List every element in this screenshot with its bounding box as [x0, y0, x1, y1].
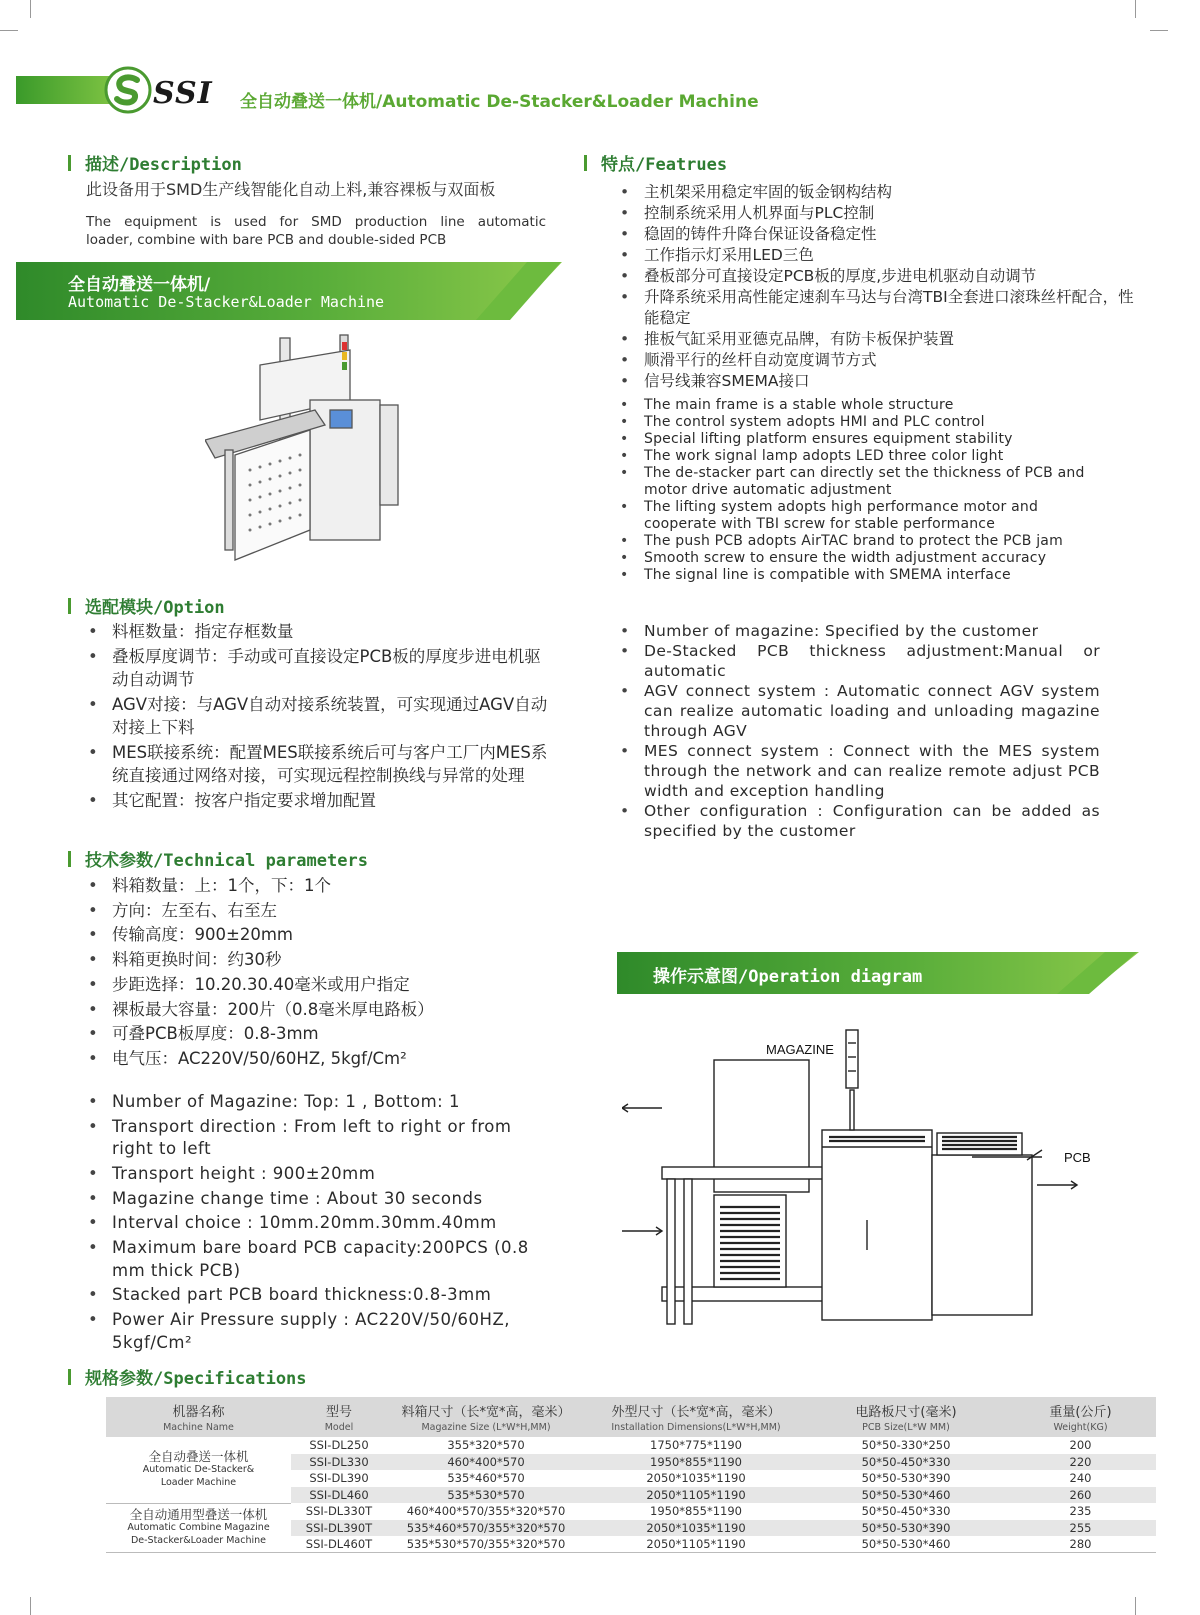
option-item-en: • MES connect system : Connect with the MES system through the network and can realize remote adjust PCB width and exception handling	[618, 741, 1100, 801]
table-row	[106, 1437, 1156, 1454]
cell: 50*50-330*250	[861, 1438, 951, 1453]
tech-item: • 料箱更换时间：约30秒	[86, 948, 556, 973]
feature-item: • 工作指示灯采用LED三色	[618, 245, 1138, 266]
group-name: 全自动叠送一体机 Automatic De-Stacker& Loader Machine	[106, 1437, 291, 1503]
tech-item-en: • Number of Magazine: Top: 1 , Bottom: 1	[86, 1091, 550, 1114]
cell: 220	[1005, 1454, 1156, 1471]
cell: 535*460*570	[447, 1471, 525, 1486]
feature-item: • 控制系统采用人机界面与PLC控制	[618, 203, 1138, 224]
cell: 355*320*570	[447, 1438, 525, 1453]
description-text-cn: 此设备用于SMD生产线智能化自动上料,兼容裸板与双面板	[86, 180, 496, 199]
cell: 50*50-450*330	[807, 1454, 1005, 1471]
cell: 535*530*570/355*320*570	[387, 1536, 585, 1553]
cell: 50*50-530*460	[807, 1536, 1005, 1553]
feature-item-en: • The main frame is a stable whole structure	[618, 397, 1108, 414]
options-list-cn	[86, 620, 556, 814]
cell: 1750*775*1190	[650, 1438, 742, 1453]
tech-item-en: • Transport height : 900±20mm	[86, 1163, 550, 1186]
col-magazine-size: 料箱尺寸（长*宽*高，毫米） Magazine Size (L*W*H,MM)	[387, 1397, 585, 1437]
cell: 2050*1035*1190	[646, 1471, 746, 1486]
cell: SSI-DL250	[309, 1438, 369, 1453]
cell: 280	[1005, 1536, 1156, 1553]
cell: SSI-DL390T	[291, 1520, 387, 1537]
col-weight: 重量(公斤) Weight(KG)	[1005, 1397, 1156, 1437]
features-heading: 特点/Featrues	[584, 150, 727, 175]
option-item: • MES联接系统：配置MES联接系统后可与客户工厂内MES系统直接通过网络对接，可实现远程控制换线与异常的处理	[86, 741, 556, 787]
feature-item: • 信号线兼容SMEMA接口	[618, 371, 1138, 392]
tech-item-en: • Maximum bare board PCB capacity:200PCS (0.8 mm thick PCB)	[86, 1237, 550, 1283]
cell: 2050*1105*1190	[585, 1536, 807, 1553]
options-list-en	[618, 621, 1100, 841]
diagram-label-pcb: PCB	[1064, 1150, 1091, 1165]
crop-mark	[1135, 1597, 1136, 1615]
option-item: • 其它配置：按客户指定要求增加配置	[86, 789, 556, 812]
cell: 50*50-530*390	[861, 1471, 951, 1486]
feature-item: • 叠板部分可直接设定PCB板的厚度,步进电机驱动自动调节	[618, 266, 1138, 287]
features-list-en	[618, 397, 1108, 584]
tech-item: • 传输高度：900±20mm	[86, 923, 556, 948]
description-text-en: The equipment is used for SMD production line automatic	[86, 214, 546, 230]
feature-item-en: • Special lifting platform ensures equipment stability	[618, 431, 1108, 448]
option-item-en: • De-Stacked PCB thickness adjustment:Manual or automatic	[618, 641, 1100, 681]
feature-item-en: • The signal line is compatible with SMEMA interface	[618, 567, 1108, 584]
option-item: • 料框数量：指定存框数量	[86, 620, 556, 643]
diagram-label-magazine: MAGAZINE	[766, 1042, 834, 1057]
col-machine-name: 机器名称 Machine Name	[106, 1397, 291, 1437]
group-name: 全自动通用型叠送一体机 Automatic Combine Magazine De-Stacker&Loader Machine	[106, 1503, 291, 1553]
cell: 50*50-450*330	[861, 1504, 951, 1519]
cell: 460*400*570/355*320*570	[406, 1504, 566, 1519]
cell: SSI-DL460T	[291, 1536, 387, 1553]
ssi-logo-icon	[104, 66, 152, 114]
feature-item-en: • The push PCB adopts AirTAC brand to protect the PCB jam	[618, 533, 1108, 550]
feature-item-en: • The lifting system adopts high performance motor and cooperate with TBI screw for stable performance	[618, 499, 1108, 533]
feature-item: • 顺滑平行的丝杆自动宽度调节方式	[618, 350, 1138, 371]
crop-mark	[1150, 30, 1168, 31]
tech-item-en: • Stacked part PCB board thickness:0.8-3mm	[86, 1284, 550, 1307]
tech-item: • 步距选择：10.20.30.40毫米或用户指定	[86, 973, 556, 998]
specifications-heading: 规格参数/Specifications	[68, 1364, 307, 1389]
col-model: 型号 Model	[291, 1397, 387, 1437]
feature-item: • 稳固的铸件升降台保证设备稳定性	[618, 224, 1138, 245]
cell: 535*530*570	[387, 1487, 585, 1504]
feature-item: • 推板气缸采用亚德克品牌，有防卡板保护装置	[618, 329, 1138, 350]
tech-item: • 可叠PCB板厚度：0.8-3mm	[86, 1022, 556, 1047]
option-heading: 选配模块/Option	[68, 593, 225, 618]
table-header-row	[106, 1397, 1156, 1437]
crop-mark	[0, 30, 18, 31]
cell: 50*50-530*460	[807, 1487, 1005, 1504]
cell: 50*50-530*390	[807, 1520, 1005, 1537]
tech-item: • 方向：左至右、右至左	[86, 899, 556, 924]
tech-item-en: • Power Air Pressure supply : AC220V/50/60HZ, 5kgf/Cm²	[86, 1309, 550, 1355]
description-heading: 描述/Description	[68, 150, 242, 175]
crop-mark	[30, 0, 31, 18]
page-title: 全自动叠送一体机/Automatic De-Stacker&Loader Machine	[240, 92, 759, 112]
cell: 535*460*570/355*320*570	[387, 1520, 585, 1537]
specifications-table	[106, 1397, 1156, 1553]
cell: 255	[1005, 1520, 1156, 1537]
features-list-cn	[618, 182, 1138, 392]
description-text-en-2: loader, combine with bare PCB and double-sided PCB	[86, 232, 447, 248]
feature-item-en: • Smooth screw to ensure the width adjustment accuracy	[618, 550, 1108, 567]
crop-mark	[30, 1597, 31, 1615]
option-item-en: • AGV connect system : Automatic connect AGV system can realize automatic loading and unloading magazine through AGV	[618, 681, 1100, 741]
header-accent-bar	[16, 76, 111, 104]
technical-heading: 技术参数/Technical parameters	[68, 846, 368, 871]
table-row	[106, 1503, 1156, 1520]
technical-list-cn	[86, 874, 556, 1072]
col-dimensions: 外型尺寸（长*宽*高，毫米） Installation Dimensions(L*W*H,MM)	[585, 1397, 807, 1437]
machine-illustration	[205, 330, 405, 570]
option-item-en: • Other configuration : Configuration can be added as specified by the customer	[618, 801, 1100, 841]
cell: SSI-DL390	[309, 1471, 369, 1486]
cell: SSI-DL460	[291, 1487, 387, 1504]
crop-mark	[1135, 0, 1136, 18]
cell: 460*400*570	[387, 1454, 585, 1471]
feature-item-en: • The work signal lamp adopts LED three color light	[618, 448, 1108, 465]
cell: SSI-DL330T	[305, 1504, 373, 1519]
product-banner: 全自动叠送一体机/ Automatic De-Stacker&Loader Machine	[16, 262, 562, 320]
cell: 2050*1105*1190	[585, 1487, 807, 1504]
brand-name: SSI	[153, 76, 213, 111]
feature-item-en: • The de-stacker part can directly set the thickness of PCB and motor drive automatic adjustment	[618, 465, 1108, 499]
operation-banner: 操作示意图/Operation diagram	[617, 952, 1139, 994]
cell: 260	[1005, 1487, 1156, 1504]
cell: SSI-DL330	[291, 1454, 387, 1471]
col-pcb-size: 电路板尺寸(毫米) PCB Size(L*W MM)	[807, 1397, 1005, 1437]
feature-item-en: • The control system adopts HMI and PLC control	[618, 414, 1108, 431]
cell: 1950*855*1190	[650, 1504, 742, 1519]
cell: 200	[1069, 1438, 1092, 1453]
cell: 1950*855*1190	[585, 1454, 807, 1471]
tech-item-en: • Interval choice : 10mm.20mm.30mm.40mm	[86, 1212, 550, 1235]
tech-item: • 电气压：AC220V/50/60HZ, 5kgf/Cm²	[86, 1047, 556, 1072]
tech-item: • 料箱数量：上：1个，下：1个	[86, 874, 556, 899]
tech-item: • 裸板最大容量：200片（0.8毫米厚电路板）	[86, 998, 556, 1023]
option-item-en: • Number of magazine: Specified by the customer	[618, 621, 1100, 641]
feature-item: • 主机架采用稳定牢固的钣金钢构结构	[618, 182, 1138, 203]
cell: 240	[1069, 1471, 1092, 1486]
feature-item: • 升降系统采用高性能定速刹车马达与台湾TBI全套进口滚珠丝杆配合，性能稳定	[618, 287, 1138, 329]
tech-item-en: • Magazine change time : About 30 seconds	[86, 1188, 550, 1211]
technical-list-en	[86, 1091, 550, 1356]
operation-diagram	[622, 1025, 1102, 1340]
cell: 235	[1069, 1504, 1092, 1519]
cell: 2050*1035*1190	[585, 1520, 807, 1537]
tech-item-en: • Transport direction : From left to right or from right to left	[86, 1116, 550, 1162]
option-item: • 叠板厚度调节：手动或可直接设定PCB板的厚度步进电机驱动自动调节	[86, 645, 556, 691]
option-item: • AGV对接：与AGV自动对接系统装置，可实现通过AGV自动对接上下料	[86, 693, 556, 739]
